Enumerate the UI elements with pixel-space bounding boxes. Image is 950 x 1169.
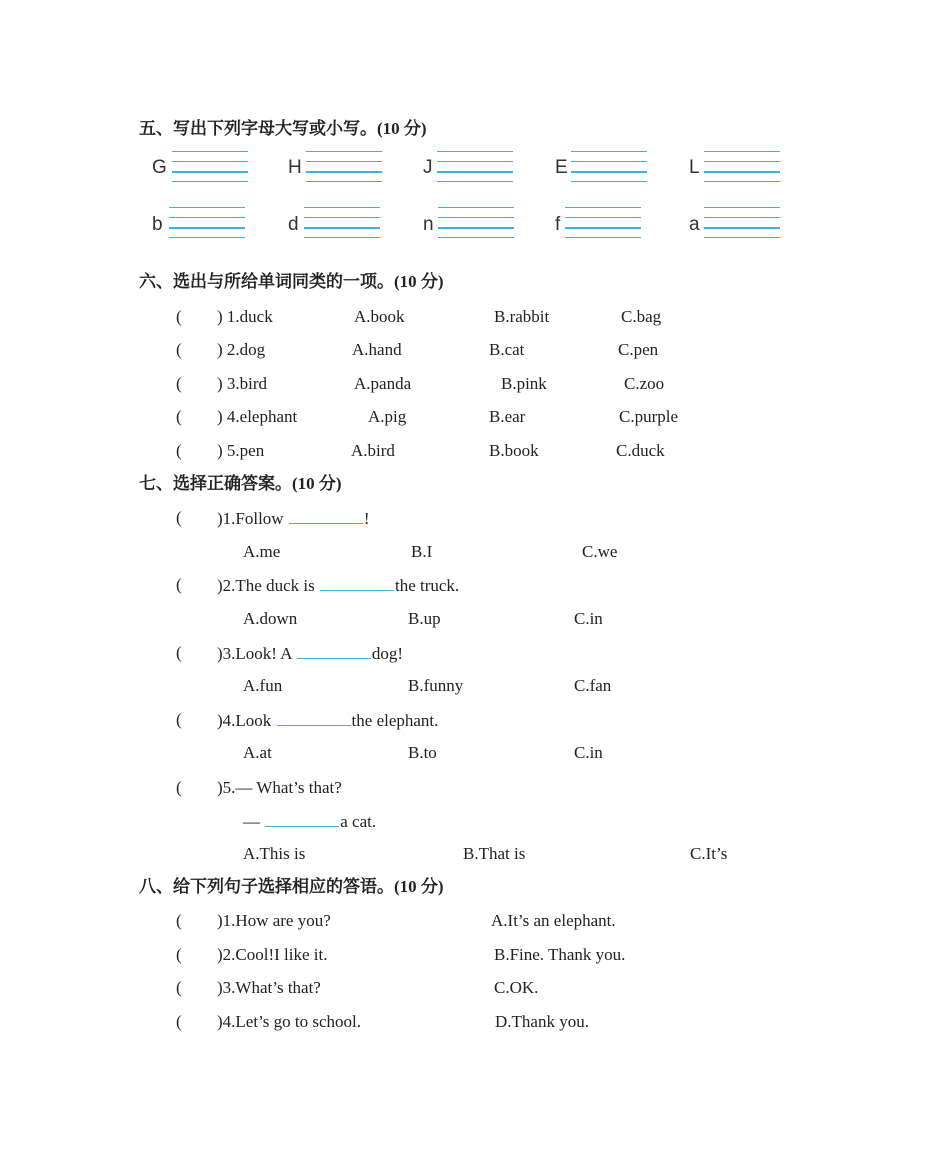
option-a: A.pig bbox=[368, 407, 407, 426]
question-text: )2.Cool!I like it. bbox=[217, 945, 328, 964]
option-a: A.panda bbox=[354, 374, 412, 393]
option-a: A.book bbox=[354, 307, 405, 326]
section7-heading: 七、选择正确答案。(10 分) bbox=[139, 474, 342, 493]
option-c: C.It’s bbox=[690, 844, 728, 863]
option-c: C.pen bbox=[618, 340, 659, 359]
letter-j: J bbox=[423, 157, 433, 178]
option-a: A.down bbox=[243, 609, 298, 628]
answer-paren[interactable]: ( bbox=[176, 575, 182, 594]
answer-paren[interactable]: ( bbox=[176, 441, 182, 460]
writing-lines[interactable] bbox=[704, 207, 780, 239]
answer-paren[interactable]: ( bbox=[176, 710, 182, 729]
section6-heading: 六、选出与所给单词同类的一项。(10 分) bbox=[139, 272, 444, 291]
answer-paren[interactable]: ( bbox=[176, 978, 182, 997]
option-a: A.hand bbox=[352, 340, 402, 359]
option-a: A.fun bbox=[243, 676, 283, 695]
fill-blank[interactable] bbox=[320, 576, 394, 591]
writing-lines[interactable] bbox=[169, 207, 245, 239]
writing-lines[interactable] bbox=[304, 207, 380, 239]
question-suffix: the truck. bbox=[394, 576, 460, 595]
option-b: B.up bbox=[408, 609, 441, 628]
letter-f: f bbox=[555, 214, 561, 235]
option-b: B.ear bbox=[489, 407, 526, 426]
option-b: B.funny bbox=[408, 676, 464, 695]
writing-lines[interactable] bbox=[172, 151, 248, 183]
option-a: A.This is bbox=[243, 844, 306, 863]
option-b: B.I bbox=[411, 542, 433, 561]
question-text bbox=[217, 576, 459, 594]
question-word: ) 2.dog bbox=[217, 340, 266, 359]
answer-option: B.Fine. Thank you. bbox=[494, 945, 626, 964]
writing-lines[interactable] bbox=[437, 151, 513, 183]
letter-e: E bbox=[555, 157, 568, 178]
answer-paren[interactable]: ( bbox=[176, 778, 182, 797]
option-a: A.bird bbox=[351, 441, 395, 460]
letter-n: n bbox=[423, 214, 434, 235]
letter-a: a bbox=[689, 214, 700, 235]
option-b: B.pink bbox=[501, 374, 547, 393]
question-suffix: ! bbox=[363, 509, 370, 528]
question-word: ) 3.bird bbox=[217, 374, 268, 393]
fill-blank[interactable] bbox=[277, 711, 351, 726]
dash: — bbox=[243, 812, 265, 831]
writing-lines[interactable] bbox=[565, 207, 641, 239]
answer-paren[interactable]: ( bbox=[176, 911, 182, 930]
option-c: C.purple bbox=[619, 407, 679, 426]
question-prefix: )2.The duck is bbox=[217, 576, 319, 595]
option-b: B.book bbox=[489, 441, 539, 460]
answer-paren[interactable]: ( bbox=[176, 1012, 182, 1031]
question-suffix: dog! bbox=[371, 644, 404, 663]
option-c: C.fan bbox=[574, 676, 612, 695]
question-text: )4.Let’s go to school. bbox=[217, 1012, 362, 1031]
writing-lines[interactable] bbox=[704, 151, 780, 183]
question-suffix: a cat. bbox=[340, 812, 377, 831]
option-c: C.bag bbox=[621, 307, 662, 326]
writing-lines[interactable] bbox=[438, 207, 514, 239]
fill-blank[interactable] bbox=[297, 644, 371, 659]
question-text: )5.— What’s that? bbox=[217, 778, 342, 797]
answer-option: A.It’s an elephant. bbox=[491, 911, 616, 930]
answer-paren[interactable]: ( bbox=[176, 508, 182, 527]
question-suffix: the elephant. bbox=[351, 711, 439, 730]
option-c: C.zoo bbox=[624, 374, 665, 393]
question-text bbox=[217, 711, 438, 729]
letter-l: L bbox=[689, 157, 700, 178]
letter-g: G bbox=[152, 157, 167, 178]
question-text: )1.How are you? bbox=[217, 911, 331, 930]
question-prefix: )4.Look bbox=[217, 711, 276, 730]
question-text bbox=[217, 644, 403, 662]
answer-paren[interactable]: ( bbox=[176, 307, 182, 326]
answer-paren[interactable]: ( bbox=[176, 945, 182, 964]
answer-paren[interactable]: ( bbox=[176, 374, 182, 393]
option-c: C.in bbox=[574, 743, 603, 762]
option-b: B.cat bbox=[489, 340, 525, 359]
option-b: B.That is bbox=[463, 844, 526, 863]
fill-blank[interactable] bbox=[289, 509, 363, 524]
fill-blank[interactable] bbox=[265, 812, 339, 827]
question-text: )3.What’s that? bbox=[217, 978, 321, 997]
option-c: C.in bbox=[574, 609, 603, 628]
letter-b: b bbox=[152, 214, 163, 235]
writing-lines[interactable] bbox=[306, 151, 382, 183]
answer-option: D.Thank you. bbox=[495, 1012, 589, 1031]
writing-lines[interactable] bbox=[571, 151, 647, 183]
option-a: A.at bbox=[243, 743, 272, 762]
option-c: C.duck bbox=[616, 441, 665, 460]
question-text bbox=[217, 509, 370, 527]
question-word: ) 1.duck bbox=[217, 307, 273, 326]
answer-paren[interactable]: ( bbox=[176, 407, 182, 426]
question-word: ) 5.pen bbox=[217, 441, 265, 460]
option-b: B.rabbit bbox=[494, 307, 550, 326]
answer-paren[interactable]: ( bbox=[176, 340, 182, 359]
question-word: ) 4.elephant bbox=[217, 407, 298, 426]
letter-d: d bbox=[288, 214, 299, 235]
question-prefix: )1.Follow bbox=[217, 509, 288, 528]
question-prefix: )3.Look! A bbox=[217, 644, 296, 663]
answer-paren[interactable]: ( bbox=[176, 643, 182, 662]
option-a: A.me bbox=[243, 542, 281, 561]
option-b: B.to bbox=[408, 743, 437, 762]
answer-option: C.OK. bbox=[494, 978, 539, 997]
option-c: C.we bbox=[582, 542, 618, 561]
section5-heading: 五、写出下列字母大写或小写。(10 分) bbox=[139, 119, 427, 138]
question-line2 bbox=[243, 812, 376, 830]
letter-h: H bbox=[288, 157, 302, 178]
section8-heading: 八、给下列句子选择相应的答语。(10 分) bbox=[139, 877, 444, 896]
